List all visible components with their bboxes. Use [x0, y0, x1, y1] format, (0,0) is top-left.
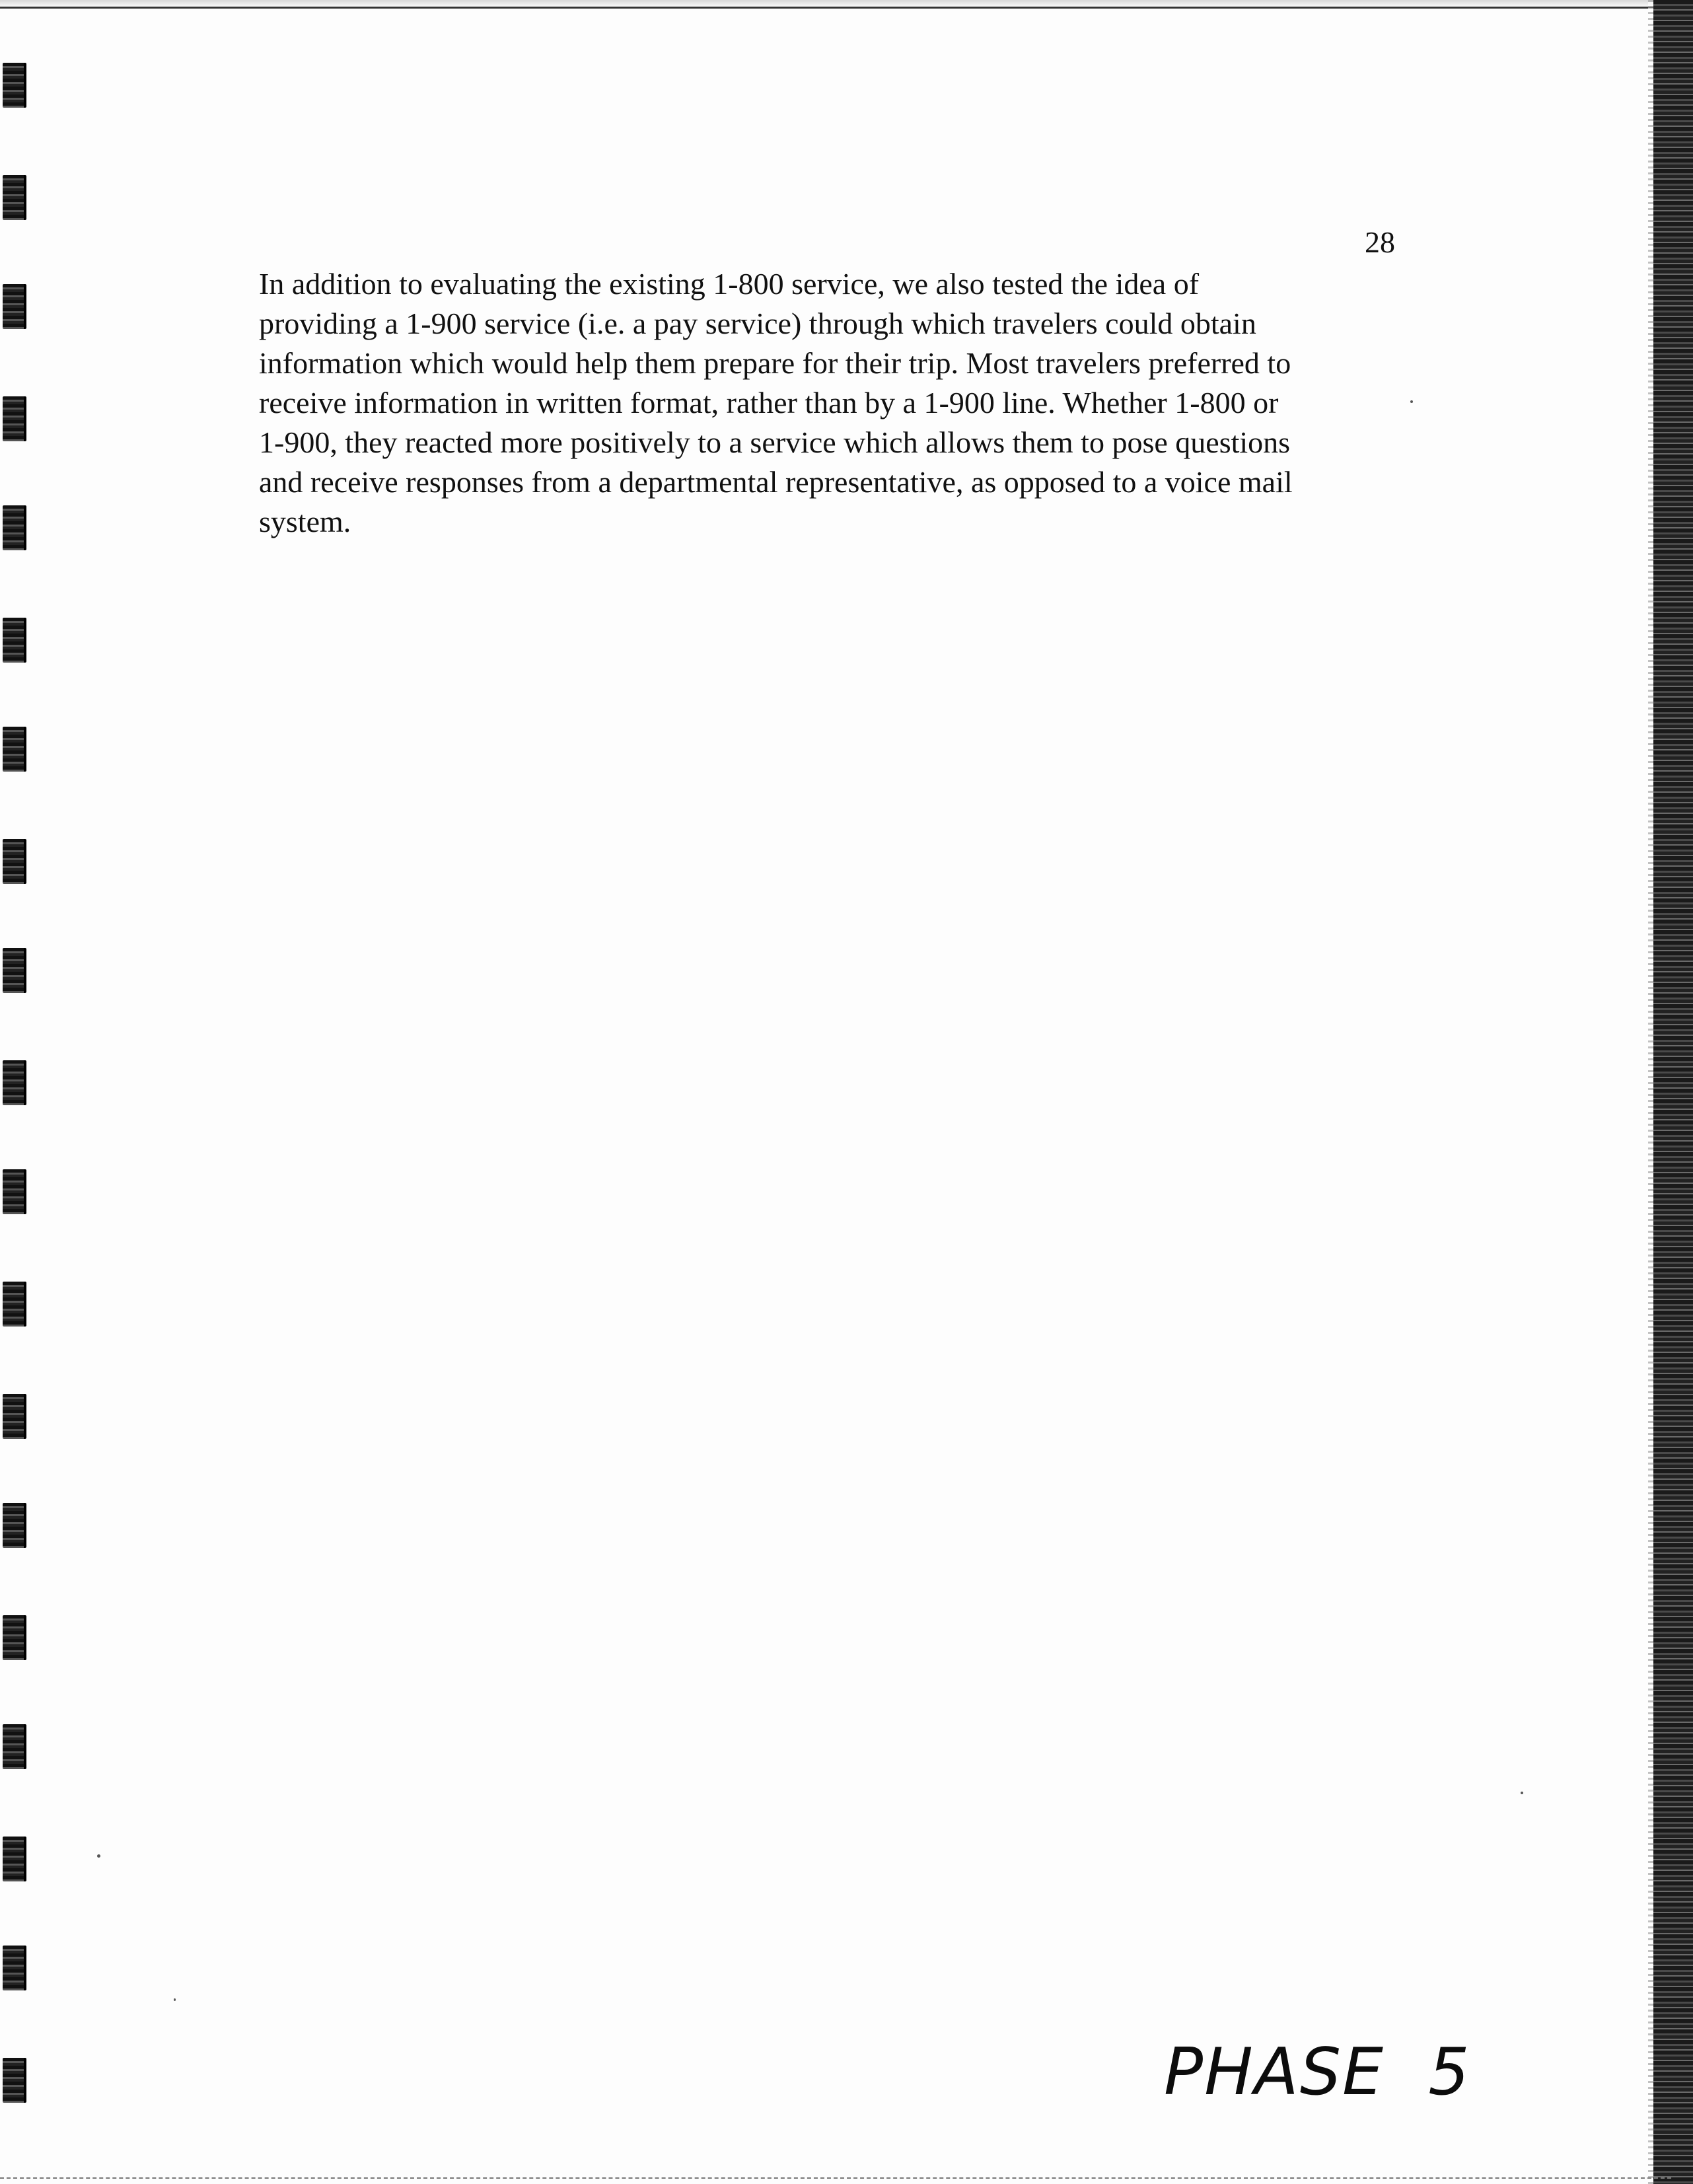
- binding-hole: [3, 63, 26, 108]
- page-number: 28: [1365, 225, 1395, 259]
- body-paragraph: In addition to evaluating the existing 1-800 service, we also tested the idea of providing a 1-900 service (i.e. a pay service) through which travelers could obtain information which would help them prepare for their trip. Most travelers preferred to receive information in written format, rather than by a 1-900 line. Whether 1-800 or 1-900, they reacted more positively to a service which allows them to pose questions and receive responses from a departmental representative, as opposed to a voice mail system.: [259, 267, 1293, 538]
- binding-hole: [3, 1503, 26, 1548]
- scan-speck: [174, 1998, 176, 2001]
- bottom-scan-edge: [0, 2177, 1671, 2184]
- scan-speck: [1410, 400, 1413, 403]
- binding-holes: [0, 0, 33, 2184]
- binding-hole: [3, 1615, 26, 1660]
- binding-hole: [3, 727, 26, 772]
- binding-hole: [3, 1724, 26, 1769]
- binding-hole: [3, 948, 26, 993]
- scan-speck: [97, 1854, 100, 1858]
- binding-hole: [3, 284, 26, 329]
- phase-label: PHASE 5: [1164, 2035, 1471, 2110]
- binding-hole: [3, 175, 26, 220]
- binding-hole: [3, 1282, 26, 1327]
- binding-hole: [3, 1946, 26, 1990]
- binding-hole: [3, 505, 26, 550]
- scan-speck: [1521, 1792, 1523, 1794]
- binding-hole: [3, 2058, 26, 2103]
- right-binding-edge: [1653, 0, 1693, 2184]
- top-scan-edge: [0, 0, 1671, 9]
- binding-hole: [3, 1394, 26, 1439]
- binding-hole: [3, 1060, 26, 1105]
- binding-hole: [3, 396, 26, 441]
- binding-hole: [3, 618, 26, 663]
- binding-hole: [3, 1169, 26, 1214]
- binding-hole: [3, 1837, 26, 1881]
- binding-hole: [3, 839, 26, 884]
- right-edge-shadow: [1648, 0, 1653, 2184]
